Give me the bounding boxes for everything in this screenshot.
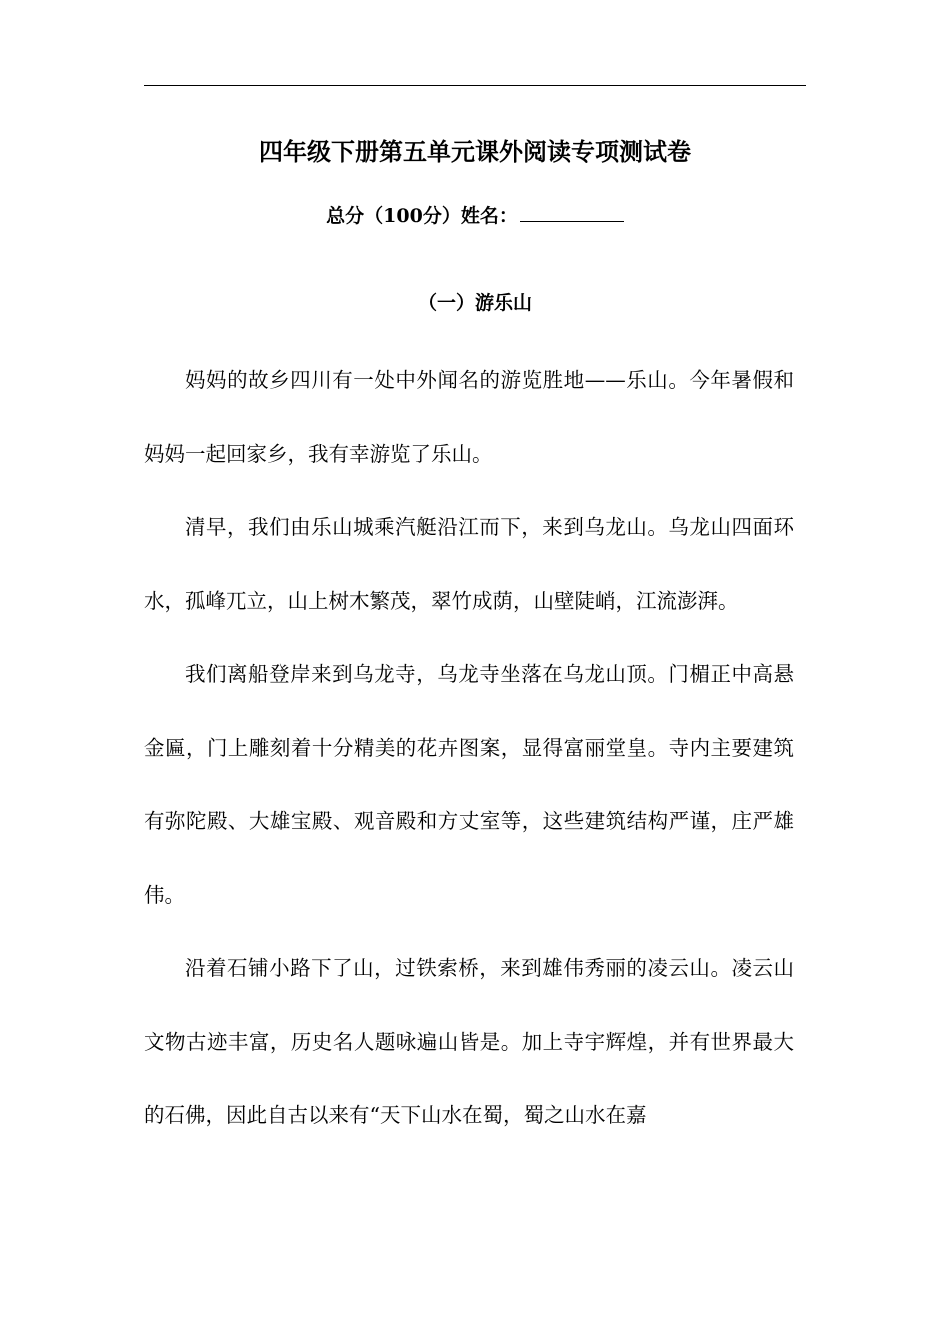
score-name-line <box>0 199 950 232</box>
paragraph: 我们离船登岸来到乌龙寺，乌龙寺坐落在乌龙山顶。门楣正中高悬金匾，门上雕刻着十分精美的花卉图案，显得富丽堂皇。寺内主要建筑有弥陀殿、大雄宝殿、观音殿和方丈室等，这些建筑结构严谨，庄严雄伟。 <box>144 662 794 907</box>
name-blank <box>520 199 624 222</box>
section-title: （一）游乐山 <box>417 292 532 314</box>
paragraph: 妈妈的故乡四川有一处中外闻名的游览胜地——乐山。今年暑假和妈妈一起回家乡，我有幸游览了乐山。 <box>144 368 794 466</box>
passage-body <box>144 344 794 1153</box>
paragraph: 清早，我们由乐山城乘汽艇沿江而下，来到乌龙山。乌龙山四面环水，孤峰兀立，山上树木繁茂，翠竹成荫，山壁陡峭，江流澎湃。 <box>144 515 794 613</box>
header-rule <box>144 85 806 86</box>
document-title: 四年级下册第五单元课外阅读专项测试卷 <box>259 137 691 166</box>
paragraph: 沿着石铺小路下了山，过铁索桥，来到雄伟秀丽的凌云山。凌云山文物古迹丰富，历史名人题咏遍山皆是。加上寺宇辉煌，并有世界最大的石佛，因此自古以来有“天下山水在蜀，蜀之山水在嘉 <box>144 956 794 1127</box>
score-name-label: 总分（100分）姓名： <box>326 205 518 227</box>
